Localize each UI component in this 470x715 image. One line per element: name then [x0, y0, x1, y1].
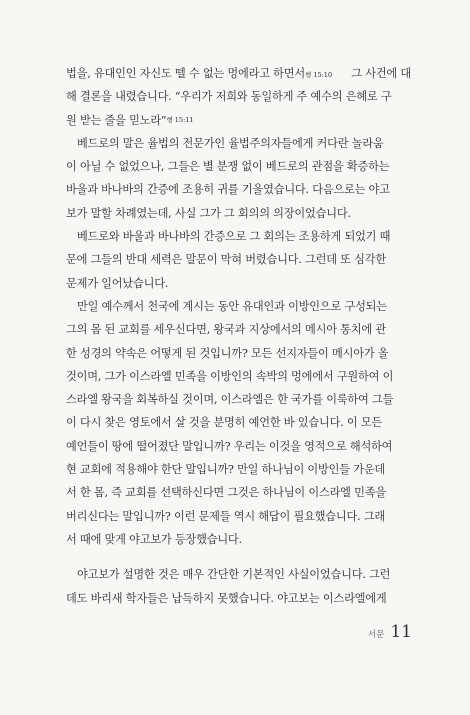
text-line: 문에 그들의 반대 세력은 말문이 막혀 버렸습니다. 그런데 또 심각한: [66, 253, 386, 267]
text-line: 서 한 몸, 즉 교회를 선택하신다면 그것은 하나님이 이스라엘 민족을: [66, 486, 386, 500]
text-line: 해 결론을 내렸습니다. “우리가 저희와 동일하게 주 예수의 은혜로 구: [66, 90, 392, 104]
section-title: 서문: [367, 630, 385, 640]
text-line: 문제가 일어났습니다.: [66, 276, 169, 290]
page-number: 11: [390, 622, 412, 642]
text-line: 현 교회에 적용해야 한단 말입니까? 만일 하나님이 이방인들 가운데: [66, 463, 386, 477]
page-footer: [368, 622, 412, 642]
paragraph-start-line: 베드로와 바울과 바나바의 간증으로 그 회의는 조용하게 되었기 때: [77, 230, 391, 244]
text-line: 버리신다는 말입니까? 이런 문제들 역시 해답이 필요했습니다. 그래: [66, 509, 386, 523]
text-line: 스라엘 왕국을 회복하실 것이며, 이스라엘은 한 국가를 이룩하여 그들: [66, 393, 394, 407]
text-line: 그의 몸 된 교회를 세우신다면, 왕국과 지상에서의 메시아 통치에 관: [66, 323, 386, 337]
verse-reference: 행 15:11: [166, 115, 194, 124]
paragraph-start-line: 야고보가 설명한 것은 매우 간단한 기본적인 사실이었습니다. 그런: [77, 568, 391, 582]
text-line: 보가 말할 차례였는데, 사실 그가 그 회의의 의장이었습니다.: [66, 206, 351, 220]
text-line: 이 다시 찾은 영토에서 살 것을 분명히 예언한 바 있습니다. 이 모든: [66, 416, 383, 430]
paragraph-start-line: 베드로의 말은 율법의 전문가인 율법주의자들에게 커다란 놀라움: [77, 136, 384, 150]
text-line: 서 때에 맞게 야고보가 등장했습니다.: [66, 532, 242, 546]
verse-reference: 행 15:10: [305, 71, 333, 79]
text-line: 한 성경의 약속은 어떻게 된 것입니까? 모든 선지자들이 메시아가 올: [66, 346, 389, 360]
text-line: 데도 바리새 학자들은 납득하지 못했습니다. 야고보는 이스라엘에게: [66, 591, 387, 605]
text-line: 원 받는 줄을 믿노라” 행 15:11: [66, 109, 411, 132]
paragraph-start-line: 만일 예수께서 천국에 계시는 동안 유대인과 이방인으로 구성되는: [77, 299, 387, 313]
text-line: 바울과 바나바의 간증에 조용히 귀를 기울였습니다. 다음으로는 야고: [66, 183, 390, 197]
text-line: 예언들이 땅에 떨어졌단 말입니까? 우리는 이것을 영적으로 해석하여: [66, 439, 393, 453]
body-text: [66, 62, 411, 610]
text-line: 이 아닐 수 없었으나, 그들은 별 분쟁 없이 베드로의 관점을 확증하는: [66, 160, 390, 174]
text-line: 것이며, 그가 이스라엘 민족을 이방인의 속박의 멍에에서 구원하여 이: [66, 369, 394, 383]
section-gap: [66, 551, 411, 563]
text-line: 법을, 유대인인 자신도 뗄 수 없는 멍에라고 하면서행 15:10 그 사건에 대: [66, 67, 411, 80]
